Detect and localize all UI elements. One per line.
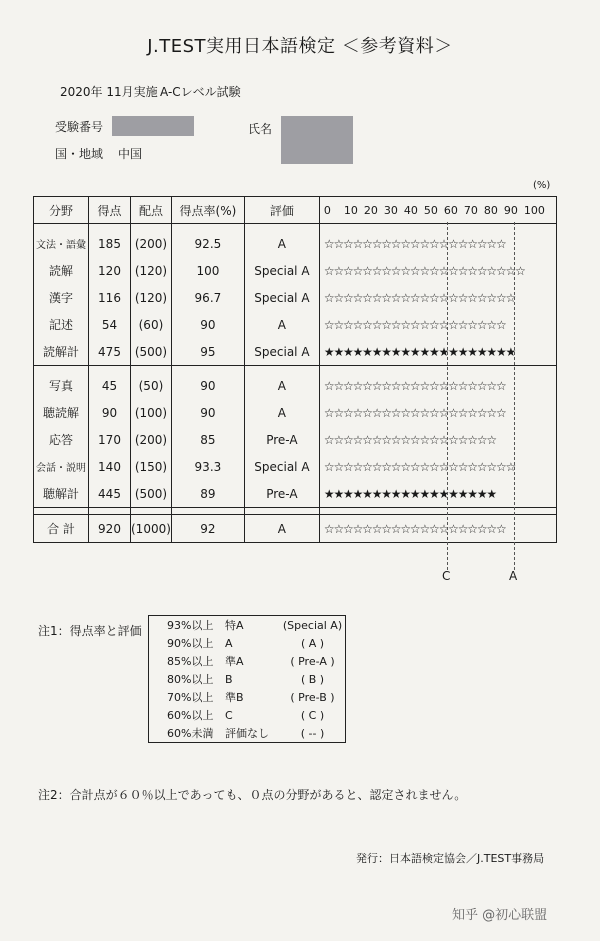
header-grade: 評価: [244, 197, 319, 224]
field-name: 記述: [34, 311, 89, 338]
field-name: 文法・語彙: [34, 230, 89, 257]
scale-tick: 40: [403, 204, 418, 217]
legend-row: 85%以上 準A ( Pre-A ): [167, 654, 335, 668]
max-score: (500): [131, 480, 172, 508]
rate: 90: [171, 399, 244, 426]
exam-date: 2020年 11月実施: [60, 85, 158, 99]
marker-c: C: [442, 569, 451, 583]
score: 475: [89, 338, 131, 366]
max-score: (50): [131, 372, 172, 399]
scale-tick: 90: [503, 204, 518, 217]
grade: Special A: [244, 257, 319, 284]
max-score: (500): [131, 338, 172, 366]
scale-tick: 70: [463, 204, 478, 217]
header-rate: 得点率(%): [171, 197, 244, 224]
max-score: (1000): [131, 515, 172, 543]
table-row: [34, 338, 557, 366]
grade: Special A: [244, 338, 319, 366]
rate: 92: [171, 515, 244, 543]
star-bar: ☆☆☆☆☆☆☆☆☆☆☆☆☆☆☆☆☆☆☆☆: [319, 453, 556, 480]
rate: 93.3: [171, 453, 244, 480]
grade-legend: [148, 615, 346, 743]
max-score: (200): [131, 230, 172, 257]
max-score: (120): [131, 257, 172, 284]
field-name: 応答: [34, 426, 89, 453]
rate: 85: [171, 426, 244, 453]
grade: A: [244, 372, 319, 399]
score: 116: [89, 284, 131, 311]
candidate-number-label: 受験番号: [55, 120, 104, 134]
scale-tick: 80: [483, 204, 498, 217]
legend-row: 90%以上 A ( A ): [167, 636, 325, 650]
score: 185: [89, 230, 131, 257]
header-scale: [319, 197, 556, 224]
scale-tick: 50: [423, 204, 438, 217]
grade: A: [244, 230, 319, 257]
rate: 90: [171, 372, 244, 399]
star-bar: ☆☆☆☆☆☆☆☆☆☆☆☆☆☆☆☆☆☆: [319, 426, 556, 453]
rate: 89: [171, 480, 244, 508]
candidate-name-label: 氏名: [248, 122, 273, 136]
star-bar: ☆☆☆☆☆☆☆☆☆☆☆☆☆☆☆☆☆☆☆: [319, 230, 556, 257]
grade: Pre-A: [244, 480, 319, 508]
redacted-name: [281, 116, 353, 164]
country-label: 国・地域: [55, 147, 104, 161]
header-max: 配点: [131, 197, 172, 224]
a-threshold-line: [514, 222, 515, 570]
grade: Pre-A: [244, 426, 319, 453]
score: 140: [89, 453, 131, 480]
score: 445: [89, 480, 131, 508]
grade: Special A: [244, 453, 319, 480]
field-name: 合 計: [34, 515, 89, 543]
legend-row: 93%以上 特A (Special A): [167, 618, 343, 632]
rate: 90: [171, 311, 244, 338]
rate: 95: [171, 338, 244, 366]
scale-tick: 60: [443, 204, 458, 217]
field-name: 写真: [34, 372, 89, 399]
grade: A: [244, 311, 319, 338]
score: 170: [89, 426, 131, 453]
marker-a: A: [509, 569, 518, 583]
scale-tick: 10: [343, 204, 358, 217]
note1-label: 注1：得点率と評価: [38, 624, 142, 638]
star-bar: ☆☆☆☆☆☆☆☆☆☆☆☆☆☆☆☆☆☆☆☆: [319, 284, 556, 311]
table-row: [34, 480, 557, 508]
scale-tick: 100: [523, 204, 545, 217]
table-row: [34, 426, 557, 453]
score: 54: [89, 311, 131, 338]
note2: 注2：合計点が６０％以上であっても、０点の分野があると、認定されません。: [38, 788, 467, 802]
field-name: 聴解計: [34, 480, 89, 508]
exam-level: A-Cレベル試験: [160, 85, 241, 99]
star-bar: ★★★★★★★★★★★★★★★★★★★★: [319, 338, 556, 366]
score: 45: [89, 372, 131, 399]
max-score: (60): [131, 311, 172, 338]
scale-tick: 30: [383, 204, 398, 217]
star-bar: ☆☆☆☆☆☆☆☆☆☆☆☆☆☆☆☆☆☆☆: [319, 311, 556, 338]
score: 90: [89, 399, 131, 426]
star-bar: ☆☆☆☆☆☆☆☆☆☆☆☆☆☆☆☆☆☆☆: [319, 399, 556, 426]
rate: 100: [171, 257, 244, 284]
score: 120: [89, 257, 131, 284]
redacted-number: [112, 116, 194, 136]
grade: A: [244, 515, 319, 543]
table-row: [34, 230, 557, 257]
field-name: 読解: [34, 257, 89, 284]
c-threshold-line: [447, 222, 448, 570]
legend-row: 60%以上 C ( C ): [167, 708, 325, 722]
table-row: [34, 453, 557, 480]
percent-unit: (%): [533, 180, 551, 191]
field-name: 会話・説明: [34, 453, 89, 480]
table-row: [34, 311, 557, 338]
star-bar: ☆☆☆☆☆☆☆☆☆☆☆☆☆☆☆☆☆☆☆: [319, 515, 556, 543]
scale-tick: 0: [323, 204, 331, 217]
grade: A: [244, 399, 319, 426]
table-row: [34, 257, 557, 284]
header-field: 分野: [34, 197, 89, 224]
header-score: 得点: [89, 197, 131, 224]
star-bar: ☆☆☆☆☆☆☆☆☆☆☆☆☆☆☆☆☆☆☆☆☆: [319, 257, 556, 284]
publisher: 発行：日本語検定協会／J.TEST事務局: [356, 852, 545, 865]
star-bar: ★★★★★★★★★★★★★★★★★★: [319, 480, 556, 508]
rate: 92.5: [171, 230, 244, 257]
legend-row: 60%未満 評価なし ( -- ): [167, 726, 325, 740]
country-value: 中国: [118, 147, 143, 161]
field-name: 読解計: [34, 338, 89, 366]
max-score: (120): [131, 284, 172, 311]
score: 920: [89, 515, 131, 543]
table-row: [34, 399, 557, 426]
field-name: 漢字: [34, 284, 89, 311]
total-row: [34, 515, 557, 543]
scale-tick: 20: [363, 204, 378, 217]
max-score: (100): [131, 399, 172, 426]
table-row: [34, 372, 557, 399]
grade: Special A: [244, 284, 319, 311]
legend-row: 80%以上 B ( B ): [167, 672, 325, 686]
rate: 96.7: [171, 284, 244, 311]
star-bar: ☆☆☆☆☆☆☆☆☆☆☆☆☆☆☆☆☆☆☆: [319, 372, 556, 399]
score-table: [33, 196, 557, 543]
legend-row: 70%以上 準B ( Pre-B ): [167, 690, 335, 704]
max-score: (200): [131, 426, 172, 453]
max-score: (150): [131, 453, 172, 480]
watermark: 知乎 @初心联盟: [452, 908, 548, 923]
field-name: 聴読解: [34, 399, 89, 426]
table-row: [34, 284, 557, 311]
document-title: J.TEST実用日本語検定 ＜参考資料＞: [147, 36, 453, 57]
